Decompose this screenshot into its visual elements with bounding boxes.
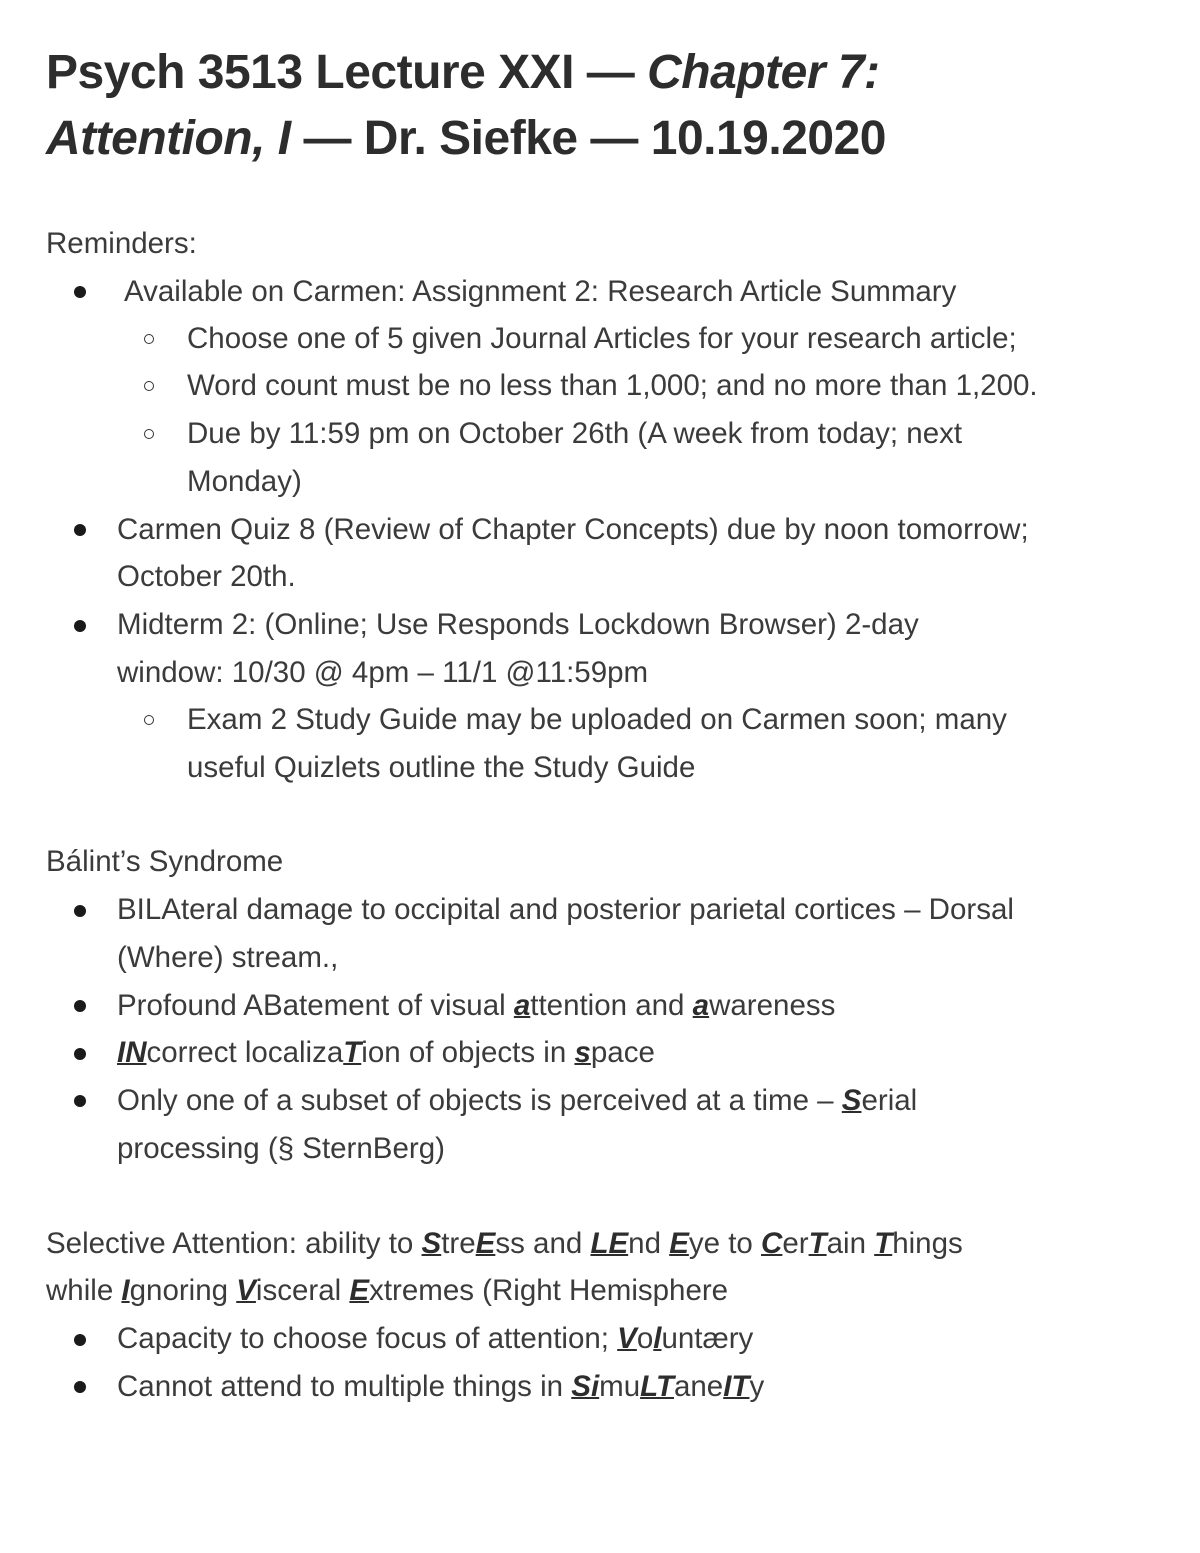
sub-list-item: Exam 2 Study Guide may be uploaded on Carmen soon; many bbox=[187, 703, 1007, 736]
list-item: Midterm 2: (Online; Use Responds Lockdown Browser) 2-day bbox=[117, 608, 919, 641]
sub-list-item-cont: useful Quizlets outline the Study Guide bbox=[187, 751, 696, 784]
bullet-icon bbox=[74, 524, 86, 536]
bullet-icon bbox=[74, 1334, 86, 1346]
sub-list-item: Word count must be no less than 1,000; and no more than 1,200. bbox=[187, 369, 1038, 402]
bullet-icon bbox=[74, 286, 86, 298]
sub-bullet-icon bbox=[144, 429, 154, 439]
page-title: Psych 3513 Lecture XXI — Chapter 7: Attention, I — Dr. Siefke — 10.19.2020 bbox=[46, 46, 886, 165]
list-item: Only one of a subset of objects is perceived at a time – Serial bbox=[117, 1084, 918, 1117]
list-item: Available on Carmen: Assignment 2: Research Article Summary bbox=[124, 275, 957, 308]
sub-bullet-icon bbox=[144, 334, 154, 344]
list-item-cont: processing (§ SternBerg) bbox=[117, 1132, 445, 1165]
list-item: Profound ABatement of visual attention and awareness bbox=[117, 989, 836, 1022]
reminders-heading: Reminders: bbox=[46, 227, 197, 260]
list-item: BILAteral damage to occipital and posterior parietal cortices – Dorsal bbox=[117, 893, 1014, 926]
list-item: Carmen Quiz 8 (Review of Chapter Concepts) due by noon tomorrow; bbox=[117, 513, 1029, 546]
sub-bullet-icon bbox=[144, 715, 154, 725]
selective-attention-line-cont: while Ignoring Visceral Extremes (Right Hemisphere bbox=[46, 1274, 729, 1307]
selective-attention-line: Selective Attention: ability to StreEss and LEnd Eye to CerTain Things bbox=[46, 1227, 963, 1260]
bullet-icon bbox=[74, 1381, 86, 1393]
bullet-icon bbox=[74, 620, 86, 632]
list-item: Capacity to choose focus of attention; Voluntæry bbox=[117, 1322, 754, 1355]
sub-bullet-icon bbox=[144, 381, 154, 391]
bullet-icon bbox=[74, 1048, 86, 1060]
bullet-icon bbox=[74, 1095, 86, 1107]
sub-list-item-cont: Monday) bbox=[187, 465, 302, 498]
bullet-icon bbox=[74, 1000, 86, 1012]
list-item-cont: October 20th. bbox=[117, 560, 296, 593]
sub-list-item: Choose one of 5 given Journal Articles for your research article; bbox=[187, 322, 1017, 355]
list-item-cont: window: 10/30 @ 4pm – 11/1 @11:59pm bbox=[117, 656, 649, 689]
list-item: Cannot attend to multiple things in SimuLTaneITy bbox=[117, 1370, 765, 1403]
list-item-cont: (Where) stream., bbox=[117, 941, 339, 974]
list-item: INcorrect localizaTion of objects in space bbox=[117, 1036, 655, 1069]
section-heading-balint: Bálint’s Syndrome bbox=[46, 845, 284, 878]
sub-list-item: Due by 11:59 pm on October 26th (A week from today; next bbox=[187, 417, 963, 450]
bullet-icon bbox=[74, 905, 86, 917]
